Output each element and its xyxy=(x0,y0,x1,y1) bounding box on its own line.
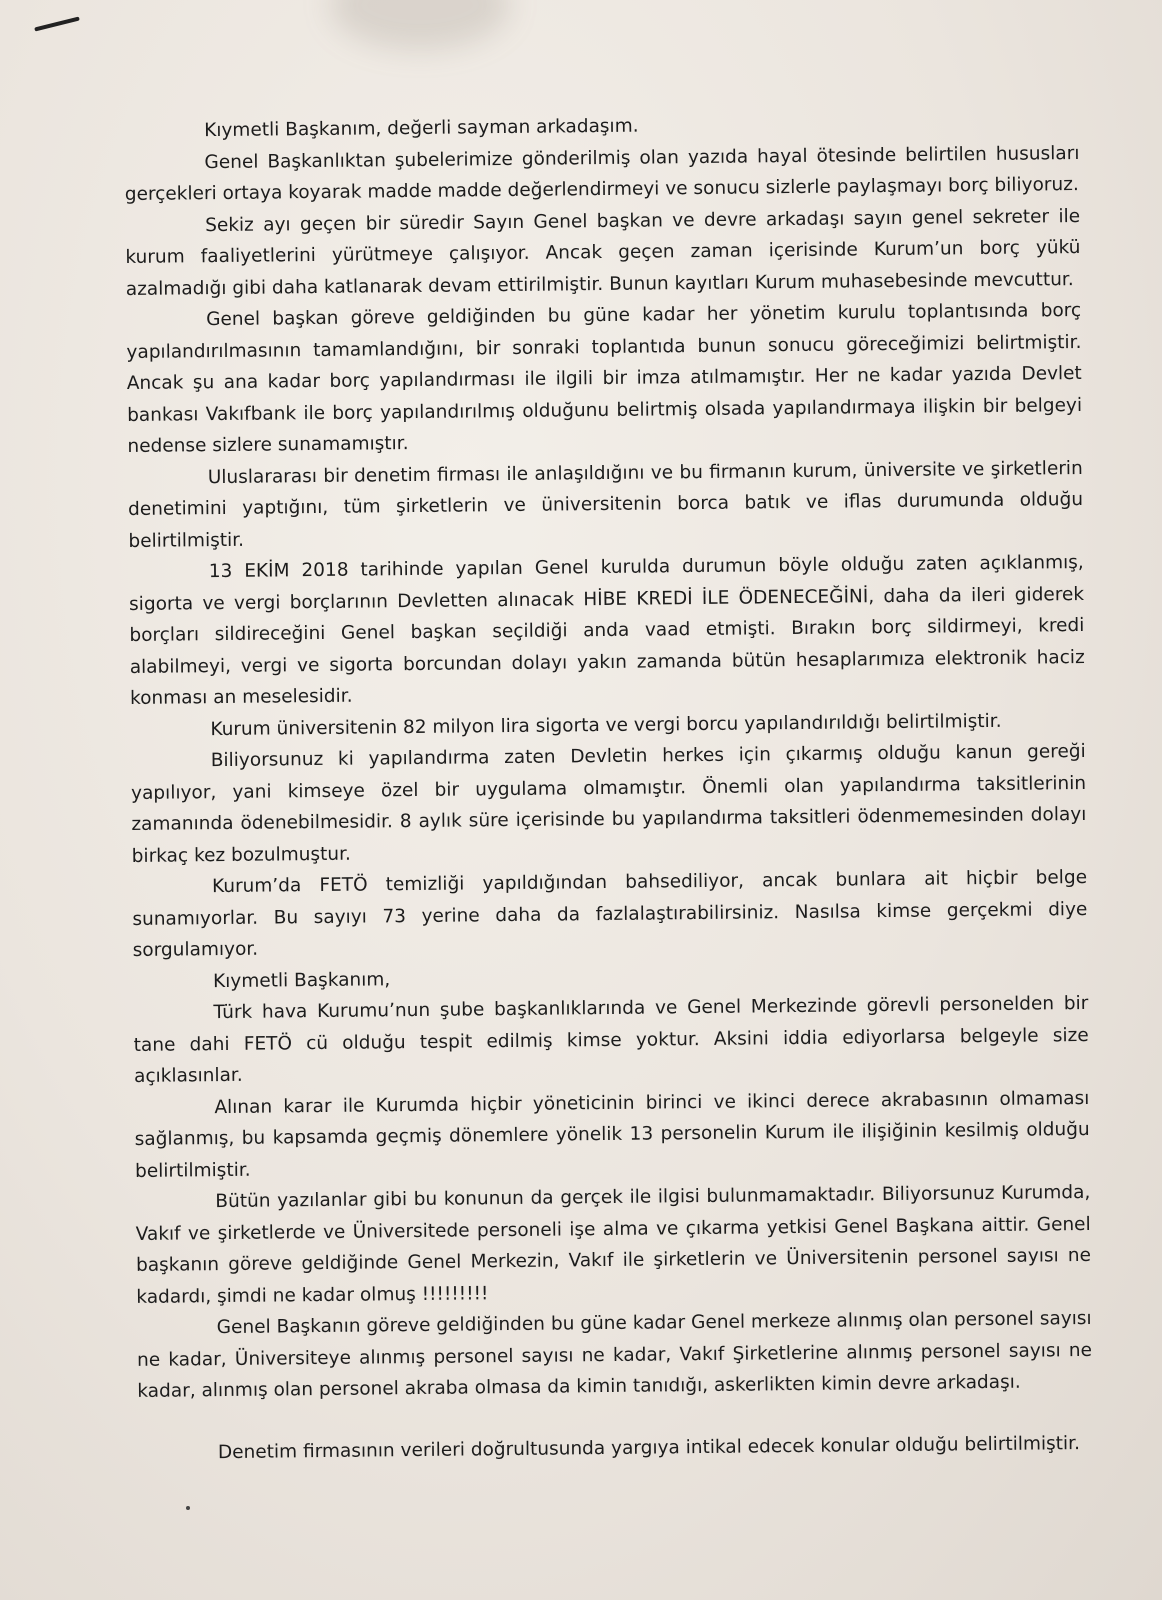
paragraph: Alınan karar ile Kurumda hiçbir yöneticinin birinci ve ikinci derece akrabasının olmaması sağlanmış, bu kapsamda geçmiş dönemlere yönelik 13 personelin Kurum ile ilişiğinin kesilmiş olduğu belirtilmiştir. xyxy=(134,1087,1090,1182)
pen-mark xyxy=(34,16,80,31)
salutation-2: Kıymetli Başkanım, xyxy=(212,968,391,992)
paragraph: Kurum’da FETÖ temizliği yapıldığından bahsediliyor, ancak bunlara ait hiçbir belge sunamıyorlar. Bu sayıyı 73 yerine daha da fazlalaştırabilirsiniz. Nasılsa kimse gerçekmi diye sorgulamıyor. xyxy=(132,866,1088,961)
paragraph: Kurum üniversitenin 82 milyon lira sigorta ve vergi borcu yapılandırıldığı belirtilmiştir. xyxy=(210,710,1002,740)
paragraph: Genel Başkanlıktan şubelerimize gönderilmiş olan yazıda hayal ötesinde belirtilen hususları gerçekleri ortaya koyarak madde madde değerlendirmeyi ve sonucu sizlerle paylaşmayı borç biliyoruz. xyxy=(124,142,1080,205)
paragraph: Bütün yazılanlar gibi bu konunun da gerçek ile ilgisi bulunmamaktadır. Biliyorsunuz Kurumda, Vakıf ve şirketlerde ve Üniversitede personeli işe alma ve çıkarma yetkisi Genel Başkana aittir. Genel başkanın göreve geldiğinde Genel Merkezin, Vakıf ile şirketlerin ve Üniversitenin personel sayısı ne kadardı, şimdi ne kadar olmuş !!!!!!!!! xyxy=(135,1181,1092,1308)
paragraph: Genel Başkanın göreve geldiğinden bu güne kadar Genel merkeze alınmış olan personel sayısı ne kadar, Üniversiteye alınmış personel sayısı ne kadar, Vakıf Şirketlerine alınmış personel sayısı ne kadar, alınmış olan personel akraba olmasa da kimin tanıdığı, askerlikten kimin devre arkadaşı. xyxy=(136,1307,1093,1402)
paragraph: 13 EKİM 2018 tarihinde yapılan Genel kurulda durumun böyle olduğu zaten açıklanmış, sigorta ve vergi borçlarının Devletten alınacak HİBE KREDİ İLE ÖDENECEĞİNİ, daha da ileri giderek borçları sildireceğini Genel başkan seçildiği anda vaad etmişti. Bırakın borç sildirmeyi, kredi alabilmeyi, vergi ve sigorta borcundan dolayı yakın zamanda bütün hesaplarımıza elektronik haciz konması an meselesidir. xyxy=(129,551,1085,709)
paragraph: Türk hava Kurumu’nun şube başkanlıklarında ve Genel Merkezinde görevli personelden bir tane dahi FETÖ cü olduğu tespit edilmiş kimse yoktur. Aksini iddia ediyorlarsa belgeyle size açıklasınlar. xyxy=(133,992,1089,1087)
closing-paragraph: Denetim firmasının verileri doğrultusunda yargıya intikal edecek konular olduğu belirtilmiştir. xyxy=(217,1432,1081,1463)
paragraph: Uluslararası bir denetim firması ile anlaşıldığını ve bu firmanın kurum, üniversite ve şirketlerin denetimini yaptığını, tüm şirketlerin ve üniversitenin borca batık ve iflas durumunda olduğu belirtilmiştir. xyxy=(128,457,1084,552)
shadow xyxy=(330,0,510,50)
paragraph: Sekiz ayı geçen bir süredir Sayın Genel başkan ve devre arkadaşı sayın genel sekreter ile kurum faaliyetlerini yürütmeye çalışıyor. Ancak geçen zaman içerisinde Kurum’un borç yükü azalmadığı gibi daha katlanarak devam ettirilmiştir. Bunun kayıtları Kurum muhasebesinde mevcuttur. xyxy=(125,205,1081,300)
paragraph: Genel başkan göreve geldiğinden bu güne kadar her yönetim kurulu toplantısında borç yapılandırılmasının tamamlandığını, bir sonraki toplantıda bunun sonucu göreceğimizi belirtmiştir. Ancak şu ana kadar borç yapılandırması ile ilgili bir imza atılmamıştır. Her ne kadar yazıda Devlet bankası Vakıfbank ile borç yapılandırılmış olduğunu belirtmiş olsada yapılandırmaya ilişkin bir belgeyi nedense sizlere sunamamıştır. xyxy=(126,299,1083,457)
paragraph: Biliyorsunuz ki yapılandırma zaten Devletin herkes için çıkarmış olduğu kanun gereği yapılıyor, yani kimseye özel bir uygulama olmamıştır. Önemli olan yapılandırma taksitlerinin zamanında ödenebilmesidir. 8 aylık süre içerisinde bu yapılandırma taksitleri ödenmemesinden dolayı birkaç kez bozulmuştur. xyxy=(130,740,1087,867)
ink-dot xyxy=(186,1506,190,1510)
letter-body xyxy=(124,106,1093,1469)
salutation: Kıymetli Başkanım, değerli sayman arkadaşım. xyxy=(204,115,639,142)
